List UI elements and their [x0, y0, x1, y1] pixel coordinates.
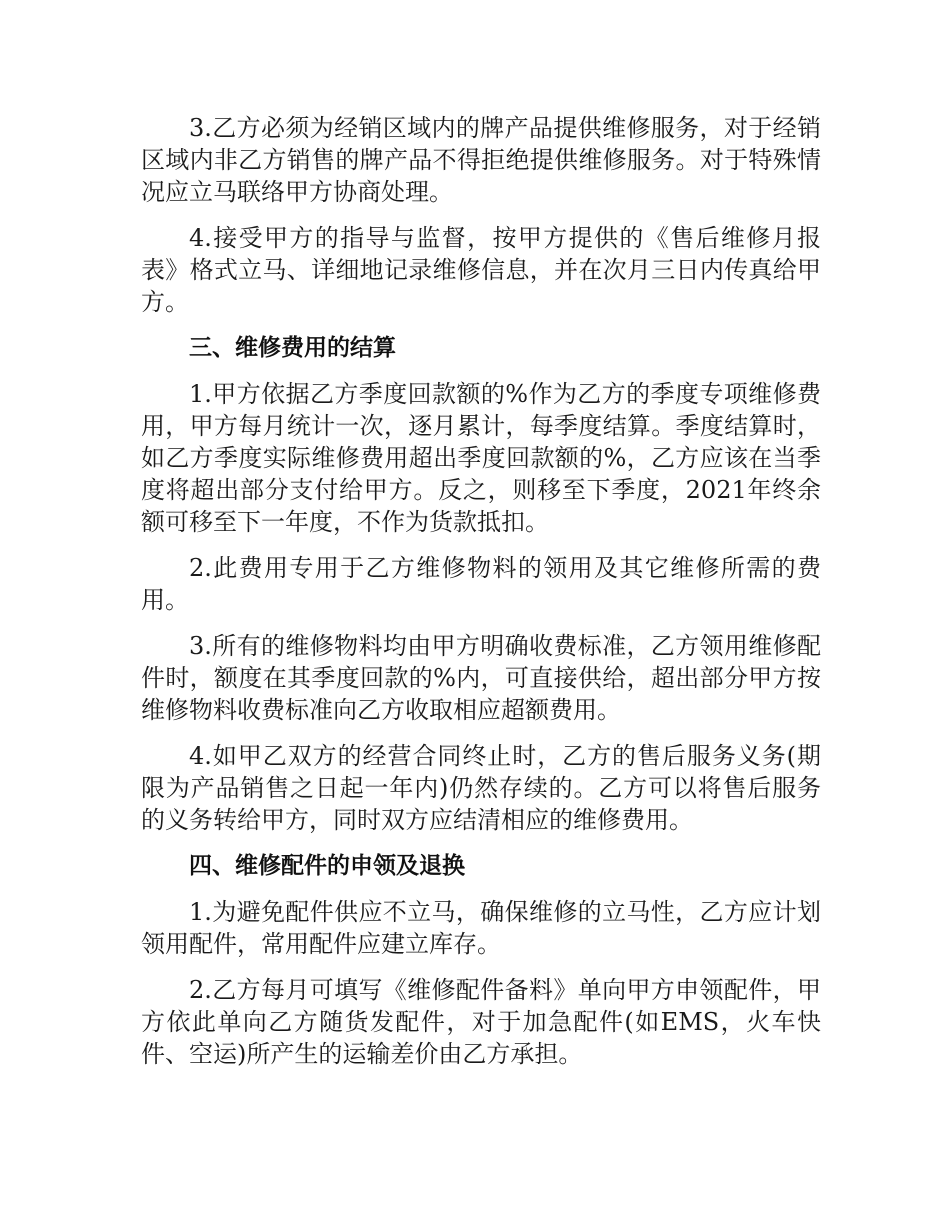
- clause-paragraph: 4.接受甲方的指导与监督，按甲方提供的《售后维修月报表》格式立马、详细地记录维修信息，并在次月三日内传真给甲方。: [141, 224, 821, 316]
- clause-paragraph: 1.甲方依据乙方季度回款额的%作为乙方的季度专项维修费用，甲方每月统计一次，逐月累计，每季度结算。季度结算时，如乙方季度实际维修费用超出季度回款额的%，乙方应该在当季度将超出部分支付给甲方。反之，则移至下季度，2021年终余额可移至下一年度，不作为货款抵扣。: [141, 380, 821, 536]
- document-body: [141, 112, 821, 1084]
- clause-paragraph: 3.乙方必须为经销区域内的牌产品提供维修服务，对于经销区域内非乙方销售的牌产品不得拒绝提供维修服务。对于特殊情况应立马联络甲方协商处理。: [141, 114, 821, 206]
- clause-paragraph: 1.为避免配件供应不立马，确保维修的立马性，乙方应计划领用配件，常用配件应建立库存。: [141, 898, 821, 958]
- clause-paragraph: 4.如甲乙双方的经营合同终止时，乙方的售后服务义务(期限为产品销售之日起一年内)仍然存续的。乙方可以将售后服务的义务转给甲方，同时双方应结清相应的维修费用。: [141, 742, 821, 834]
- clause-paragraph: 2.此费用专用于乙方维修物料的领用及其它维修所需的费用。: [141, 554, 821, 614]
- clause-paragraph: 3.所有的维修物料均由甲方明确收费标准，乙方领用维修配件时，额度在其季度回款的%内，可直接供给，超出部分甲方按维修物料收费标准向乙方收取相应超额费用。: [141, 632, 821, 724]
- section-heading: 四、维修配件的申领及退换: [189, 853, 465, 879]
- clause-paragraph: 2.乙方每月可填写《维修配件备料》单向甲方申领配件，甲方依此单向乙方随货发配件，对于加急配件(如EMS，火车快件、空运)所产生的运输差价由乙方承担。: [141, 976, 821, 1068]
- section-heading: 三、维修费用的结算: [189, 335, 396, 361]
